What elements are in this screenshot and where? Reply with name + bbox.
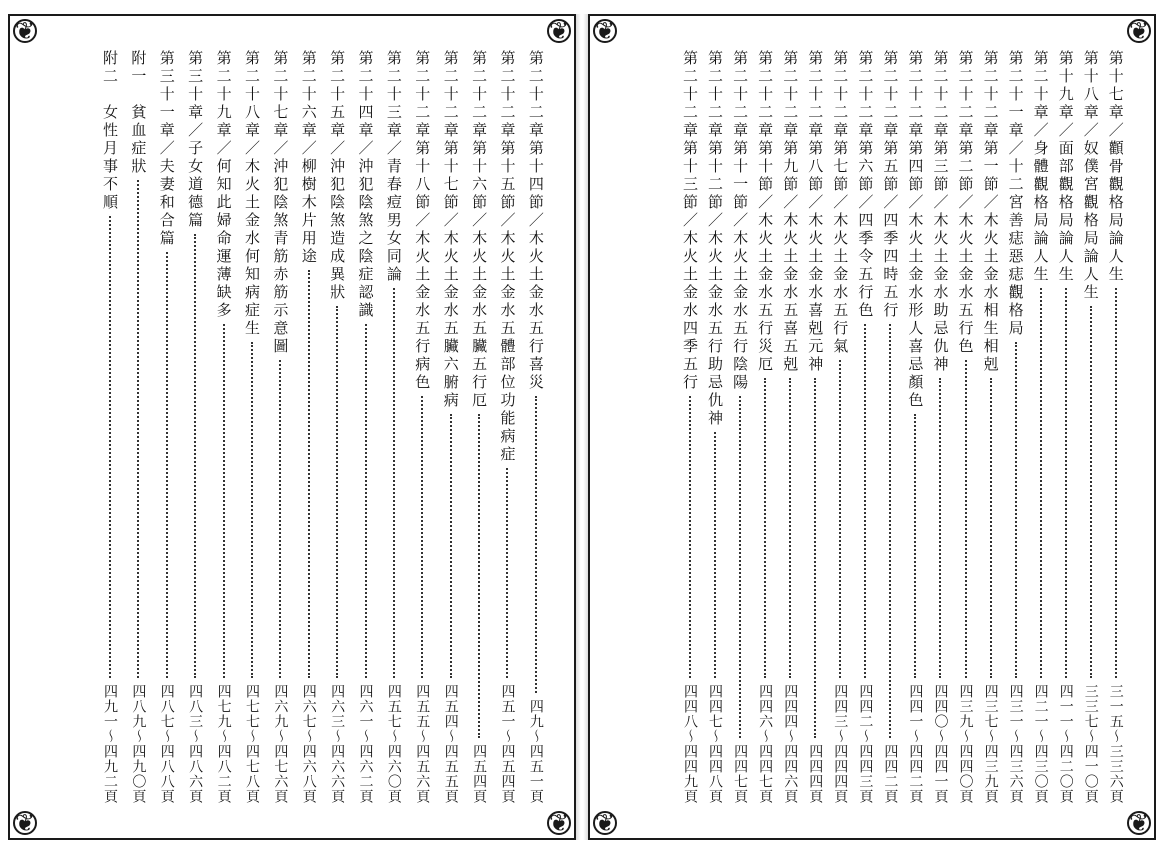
dot-leader: [1065, 288, 1067, 678]
toc-entry-title: 第二十二章第六節／四季令五行色: [856, 50, 875, 320]
toc-entry-title: 第二十二章第九節／木火土金水五喜五剋: [781, 50, 800, 374]
toc-entry-title: 第二十章／身體觀格局論人生: [1031, 50, 1050, 284]
dot-leader: [914, 414, 916, 678]
toc-entry-title: 第二十二章第二節／木火土金水五行色: [956, 50, 975, 356]
toc-entry-pages: 四九～四五一頁: [527, 699, 544, 804]
toc-entry-pages: 四四七～四四八頁: [707, 684, 724, 804]
toc-entry-pages: 四八七～四八八頁: [158, 684, 175, 804]
toc-entry: [183, 50, 207, 804]
toc-entry: [354, 50, 378, 804]
toc-entry: [828, 50, 852, 804]
toc-entry-pages: 三三七～四一〇頁: [1082, 684, 1099, 804]
toc-entry: [903, 50, 927, 804]
toc-entry-title: 第二十二章第十五節／木火土金水五體部位功能病症: [498, 50, 517, 464]
toc-entry-pages: 四二一～四三〇頁: [1032, 684, 1049, 804]
toc-entry-pages: 四六九～四七六頁: [272, 684, 289, 804]
corner-ornament-icon: ❦: [544, 16, 574, 46]
toc-entry-pages: 四三九～四四〇頁: [957, 684, 974, 804]
dot-leader: [251, 342, 253, 678]
corner-ornament-icon: ❦: [10, 808, 40, 838]
toc-entry: [979, 50, 1003, 804]
toc-entry-pages: 四六三～四六六頁: [329, 684, 346, 804]
toc-entry: [803, 50, 827, 804]
dot-leader: [965, 360, 967, 678]
toc-entry-pages: 四五四頁: [471, 744, 488, 804]
toc-entry-title: 第三十一章／夫妻和合篇: [157, 50, 176, 248]
dot-leader: [1090, 306, 1092, 678]
toc-entry: [1004, 50, 1028, 804]
dot-leader: [166, 252, 168, 678]
book-gutter: [576, 14, 588, 840]
toc-entry: [410, 50, 434, 804]
dot-leader: [839, 360, 841, 678]
toc-entry-pages: 四四二頁: [882, 744, 899, 804]
toc-entry-pages: 四三七～四三九頁: [982, 684, 999, 804]
toc-entry: [126, 50, 150, 804]
toc-entry-title: 第二十二章第十三節／木火土金水四季五行: [681, 50, 699, 392]
toc-entry-title: 第二十八章／木火土金水何知病症生: [242, 50, 261, 338]
dot-leader: [1040, 288, 1042, 678]
toc-entry-pages: 四三一～四三六頁: [1007, 684, 1024, 804]
dot-leader: [814, 378, 816, 738]
toc-entry: [1054, 50, 1078, 804]
toc-entry-pages: 四四八～四四九頁: [682, 684, 698, 804]
toc-entry: [467, 50, 491, 804]
toc-entry: [1079, 50, 1103, 804]
toc-entry-title: 第二十一章／十二宮善痣惡痣觀格局: [1006, 50, 1025, 338]
dot-leader: [764, 378, 766, 678]
toc-entry: [928, 50, 952, 804]
toc-entry-pages: 四四四頁: [807, 744, 824, 804]
toc-entry-pages: 四七七～四七八頁: [243, 684, 260, 804]
toc-entry-title: 第二十二章第八節／木火土金水喜剋元神: [806, 50, 825, 374]
dot-leader: [714, 432, 716, 678]
toc-entry-title: 第二十二章第十六節／木火土金水五臟五行厄: [470, 50, 489, 410]
toc-entry-title: 第二十二章第十節／木火土金水五行災厄: [756, 50, 775, 374]
dot-leader: [365, 324, 367, 678]
dot-leader: [939, 378, 941, 678]
toc-entry-title: 附一 貧血症狀: [129, 50, 148, 176]
dot-leader: [689, 396, 691, 678]
toc-entry-title: 第二十二章第一節／木火土金水相生相剋: [981, 50, 1000, 374]
toc-entry-pages: 三一五～三三六頁: [1107, 684, 1124, 804]
toc-entry-pages: 四五五～四五六頁: [414, 684, 431, 804]
dot-leader: [223, 324, 225, 678]
toc-entry-title: 第十八章／奴僕宮觀格局論人生: [1081, 50, 1100, 302]
dot-leader: [535, 396, 537, 693]
toc-entry: [878, 50, 902, 804]
dot-leader: [478, 414, 480, 738]
toc-entry: [240, 50, 264, 804]
dot-leader: [1015, 342, 1017, 678]
toc-entry: [212, 50, 236, 804]
toc-entry-title: 第二十五章／沖犯陰煞造成異狀: [328, 50, 347, 302]
right-page: [588, 14, 1156, 840]
toc-entry-title: 第二十二章第十七節／木火土金水五臟六腑病: [441, 50, 460, 410]
toc-entry: [155, 50, 179, 804]
toc-entry-pages: 四八九～四九〇頁: [130, 684, 147, 804]
toc-entry-title: 第十九章／面部觀格局論人生: [1056, 50, 1075, 284]
toc-entry-pages: 四五一～四五四頁: [499, 684, 516, 804]
toc-entry: [728, 50, 752, 804]
toc-entry: [382, 50, 406, 804]
corner-ornament-icon: ❦: [10, 16, 40, 46]
dot-leader: [889, 324, 891, 738]
toc-entry-pages: 四四四～四四六頁: [782, 684, 799, 804]
toc-entry-pages: 四六七～四六八頁: [300, 684, 317, 804]
toc-entry-title: 第二十二章第十二節／木火土金水五行助忌仇神: [706, 50, 725, 428]
toc-entry: [495, 50, 519, 804]
toc-entry: [297, 50, 321, 804]
toc-entry-title: 第十七章／顴骨觀格局論人生: [1106, 50, 1125, 284]
toc-entry-title: 第二十七章／沖犯陰煞青筋赤筋示意圖: [271, 50, 290, 356]
toc-entry-title: 附二 女性月事不順: [101, 50, 119, 212]
toc-entry-pages: 四五七～四六〇頁: [385, 684, 402, 804]
corner-ornament-icon: ❦: [1124, 808, 1154, 838]
dot-leader: [137, 180, 139, 678]
dot-leader: [393, 288, 395, 678]
toc-entry-title: 第二十二章第三節／木火土金水助忌仇神: [931, 50, 950, 374]
toc-entry-pages: 四四〇～四四一頁: [932, 684, 949, 804]
toc-entry-title: 第二十六章／柳樹木片用途: [299, 50, 318, 266]
toc-entry: [678, 50, 702, 804]
corner-ornament-icon: ❦: [544, 808, 574, 838]
toc-entry-title: 第三十章／子女道德篇: [186, 50, 205, 230]
toc-entry-title: 第二十二章第七節／木火土金水五行氣: [831, 50, 850, 356]
left-page: [8, 14, 576, 840]
toc-entry-pages: 四六一～四六二頁: [357, 684, 374, 804]
toc-entry: [98, 50, 122, 804]
toc-entry-pages: 四四六～四四七頁: [757, 684, 774, 804]
toc-entry-title: 第二十二章第五節／四季四時五行: [881, 50, 900, 320]
toc-entry: [703, 50, 727, 804]
toc-entry-pages: 四四一～四四二頁: [907, 684, 924, 804]
toc-entry: [325, 50, 349, 804]
toc-entry: [268, 50, 292, 804]
table-of-contents-left: [98, 50, 548, 804]
toc-entry: [954, 50, 978, 804]
toc-entry-title: 第二十三章／青春痘男女同論: [384, 50, 403, 284]
corner-ornament-icon: ❦: [590, 16, 620, 46]
dot-leader: [308, 270, 310, 678]
toc-entry-title: 第二十九章／何知此婦命運薄缺多: [214, 50, 233, 320]
toc-entry: [439, 50, 463, 804]
dot-leader: [789, 378, 791, 678]
toc-entry: [1029, 50, 1053, 804]
dot-leader: [990, 378, 992, 678]
toc-entry-pages: 四五四～四五五頁: [442, 684, 459, 804]
dot-leader: [864, 324, 866, 678]
dot-leader: [421, 396, 423, 678]
toc-entry-title: 第二十四章／沖犯陰煞之陰症認識: [356, 50, 375, 320]
toc-entry-title: 第二十二章第四節／木火土金水形人喜忌顏色: [906, 50, 925, 410]
dot-leader: [739, 396, 741, 738]
dot-leader: [506, 468, 508, 678]
toc-entry-title: 第二十二章第十四節／木火土金水五行喜災: [526, 50, 545, 392]
toc-entry: [853, 50, 877, 804]
dot-leader: [1115, 288, 1117, 678]
table-of-contents-right: [678, 50, 1128, 804]
toc-entry: [524, 50, 548, 804]
corner-ornament-icon: ❦: [1124, 16, 1154, 46]
toc-entry-pages: 四七九～四八二頁: [215, 684, 232, 804]
toc-entry: [753, 50, 777, 804]
toc-entry-pages: 四一一～四二〇頁: [1057, 684, 1074, 804]
toc-entry-pages: 四四七頁: [732, 744, 749, 804]
toc-entry-pages: 四四三～四四四頁: [832, 684, 849, 804]
dot-leader: [279, 360, 281, 678]
corner-ornament-icon: ❦: [590, 808, 620, 838]
dot-leader: [336, 306, 338, 678]
toc-entry: [1104, 50, 1128, 804]
toc-entry-pages: 四八三～四八六頁: [187, 684, 204, 804]
dot-leader: [194, 234, 196, 678]
toc-entry-title: 第二十二章第十一節／木火土金水五行陰陽: [731, 50, 750, 392]
toc-entry: [778, 50, 802, 804]
toc-entry-pages: 四九一～四九二頁: [102, 684, 118, 804]
toc-entry-title: 第二十二章第十八節／木火土金水五行病色: [413, 50, 432, 392]
dot-leader: [109, 216, 111, 678]
dot-leader: [450, 414, 452, 678]
toc-entry-pages: 四四二～四四三頁: [857, 684, 874, 804]
